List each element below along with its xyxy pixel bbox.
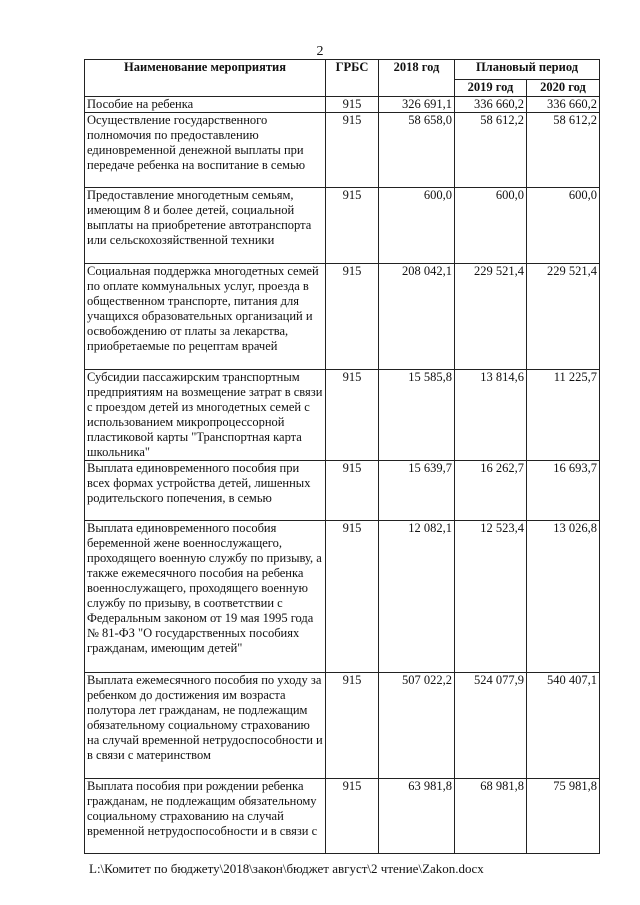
table-row (85, 370, 600, 461)
row-grbs: 915 (326, 779, 379, 854)
row-name: Социальная поддержка многодетных семей по оплате коммунальных услуг, проезда в общественном транспорте, питания для учащихся образовательных организаций и освобождению от платы за лекарства, приобретаемые по рецептам врачей (85, 264, 326, 370)
row-grbs: 915 (326, 97, 379, 113)
table-row (85, 461, 600, 521)
row-value-2019: 16 262,7 (455, 461, 527, 521)
row-value-2019: 524 077,9 (455, 673, 527, 779)
file-path-footer: L:\Комитет по бюджету\2018\закон\бюджет август\2 чтение\Zakon.docx (89, 861, 484, 876)
row-grbs: 915 (326, 673, 379, 779)
table-row (85, 779, 600, 854)
row-name: Выплата пособия при рождении ребенка гражданам, не подлежащим обязательному социальному страхованию на случай временной нетрудоспособности и в связи с (85, 779, 326, 854)
header-grbs: ГРБС (326, 60, 379, 97)
header-2019: 2019 год (455, 80, 527, 97)
row-value-2018: 58 658,0 (379, 113, 455, 188)
table-row (85, 521, 600, 673)
row-value-2018: 326 691,1 (379, 97, 455, 113)
row-value-2019: 229 521,4 (455, 264, 527, 370)
row-name: Предоставление многодетным семьям, имеющим 8 и более детей, социальной выплаты на приобретение автотранспорта или сельскохозяйственной техники (85, 188, 326, 264)
row-value-2019: 58 612,2 (455, 113, 527, 188)
row-name: Осуществление государственного полномочия по предоставлению единовременной денежной выплаты при передаче ребенка на воспитание в семью (85, 113, 326, 188)
row-value-2018: 63 981,8 (379, 779, 455, 854)
budget-table (84, 59, 600, 854)
row-value-2020: 229 521,4 (527, 264, 600, 370)
row-name: Выплата ежемесячного пособия по уходу за ребенком до достижения им возраста полутора лет гражданам, не подлежащим обязательному социальному страхованию на случай временной нетрудоспособности и в связи с материнством (85, 673, 326, 779)
row-value-2020: 600,0 (527, 188, 600, 264)
row-grbs: 915 (326, 264, 379, 370)
row-value-2018: 15 639,7 (379, 461, 455, 521)
row-value-2020: 540 407,1 (527, 673, 600, 779)
table-row (85, 113, 600, 188)
row-value-2018: 15 585,8 (379, 370, 455, 461)
page-number: 2 (316, 44, 324, 59)
table-row (85, 188, 600, 264)
row-name: Пособие на ребенка (85, 97, 326, 113)
row-name: Субсидии пассажирским транспортным предприятиям на возмещение затрат в связи с проездом детей из многодетных семей с использованием микропроцессорной пластиковой карты "Транспортная карта школьника" (85, 370, 326, 461)
row-grbs: 915 (326, 370, 379, 461)
row-value-2020: 58 612,2 (527, 113, 600, 188)
header-planned-period: Плановый период (455, 60, 600, 80)
row-grbs: 915 (326, 521, 379, 673)
header-2018: 2018 год (379, 60, 455, 97)
row-value-2018: 600,0 (379, 188, 455, 264)
row-value-2018: 208 042,1 (379, 264, 455, 370)
row-value-2020: 11 225,7 (527, 370, 600, 461)
row-value-2020: 16 693,7 (527, 461, 600, 521)
header-2020: 2020 год (527, 80, 600, 97)
table-row (85, 264, 600, 370)
row-grbs: 915 (326, 461, 379, 521)
header-name: Наименование мероприятия (85, 60, 326, 97)
row-value-2020: 336 660,2 (527, 97, 600, 113)
row-value-2019: 13 814,6 (455, 370, 527, 461)
row-grbs: 915 (326, 188, 379, 264)
table-row (85, 673, 600, 779)
table-row (85, 97, 600, 113)
row-grbs: 915 (326, 113, 379, 188)
row-name: Выплата единовременного пособия при всех формах устройства детей, лишенных родительского попечения, в семью (85, 461, 326, 521)
row-value-2019: 68 981,8 (455, 779, 527, 854)
row-value-2020: 13 026,8 (527, 521, 600, 673)
row-value-2018: 12 082,1 (379, 521, 455, 673)
row-value-2020: 75 981,8 (527, 779, 600, 854)
row-name: Выплата единовременного пособия беременной жене военнослужащего, проходящего военную службу по призыву, а также ежемесячного пособия на ребенка военнослужащего, проходящего военную службу по призыву, в соответствии с Федеральным законом от 19 мая 1995 года № 81-ФЗ "О государственных пособиях гражданам, имеющим детей" (85, 521, 326, 673)
row-value-2019: 12 523,4 (455, 521, 527, 673)
row-value-2018: 507 022,2 (379, 673, 455, 779)
row-value-2019: 600,0 (455, 188, 527, 264)
row-value-2019: 336 660,2 (455, 97, 527, 113)
